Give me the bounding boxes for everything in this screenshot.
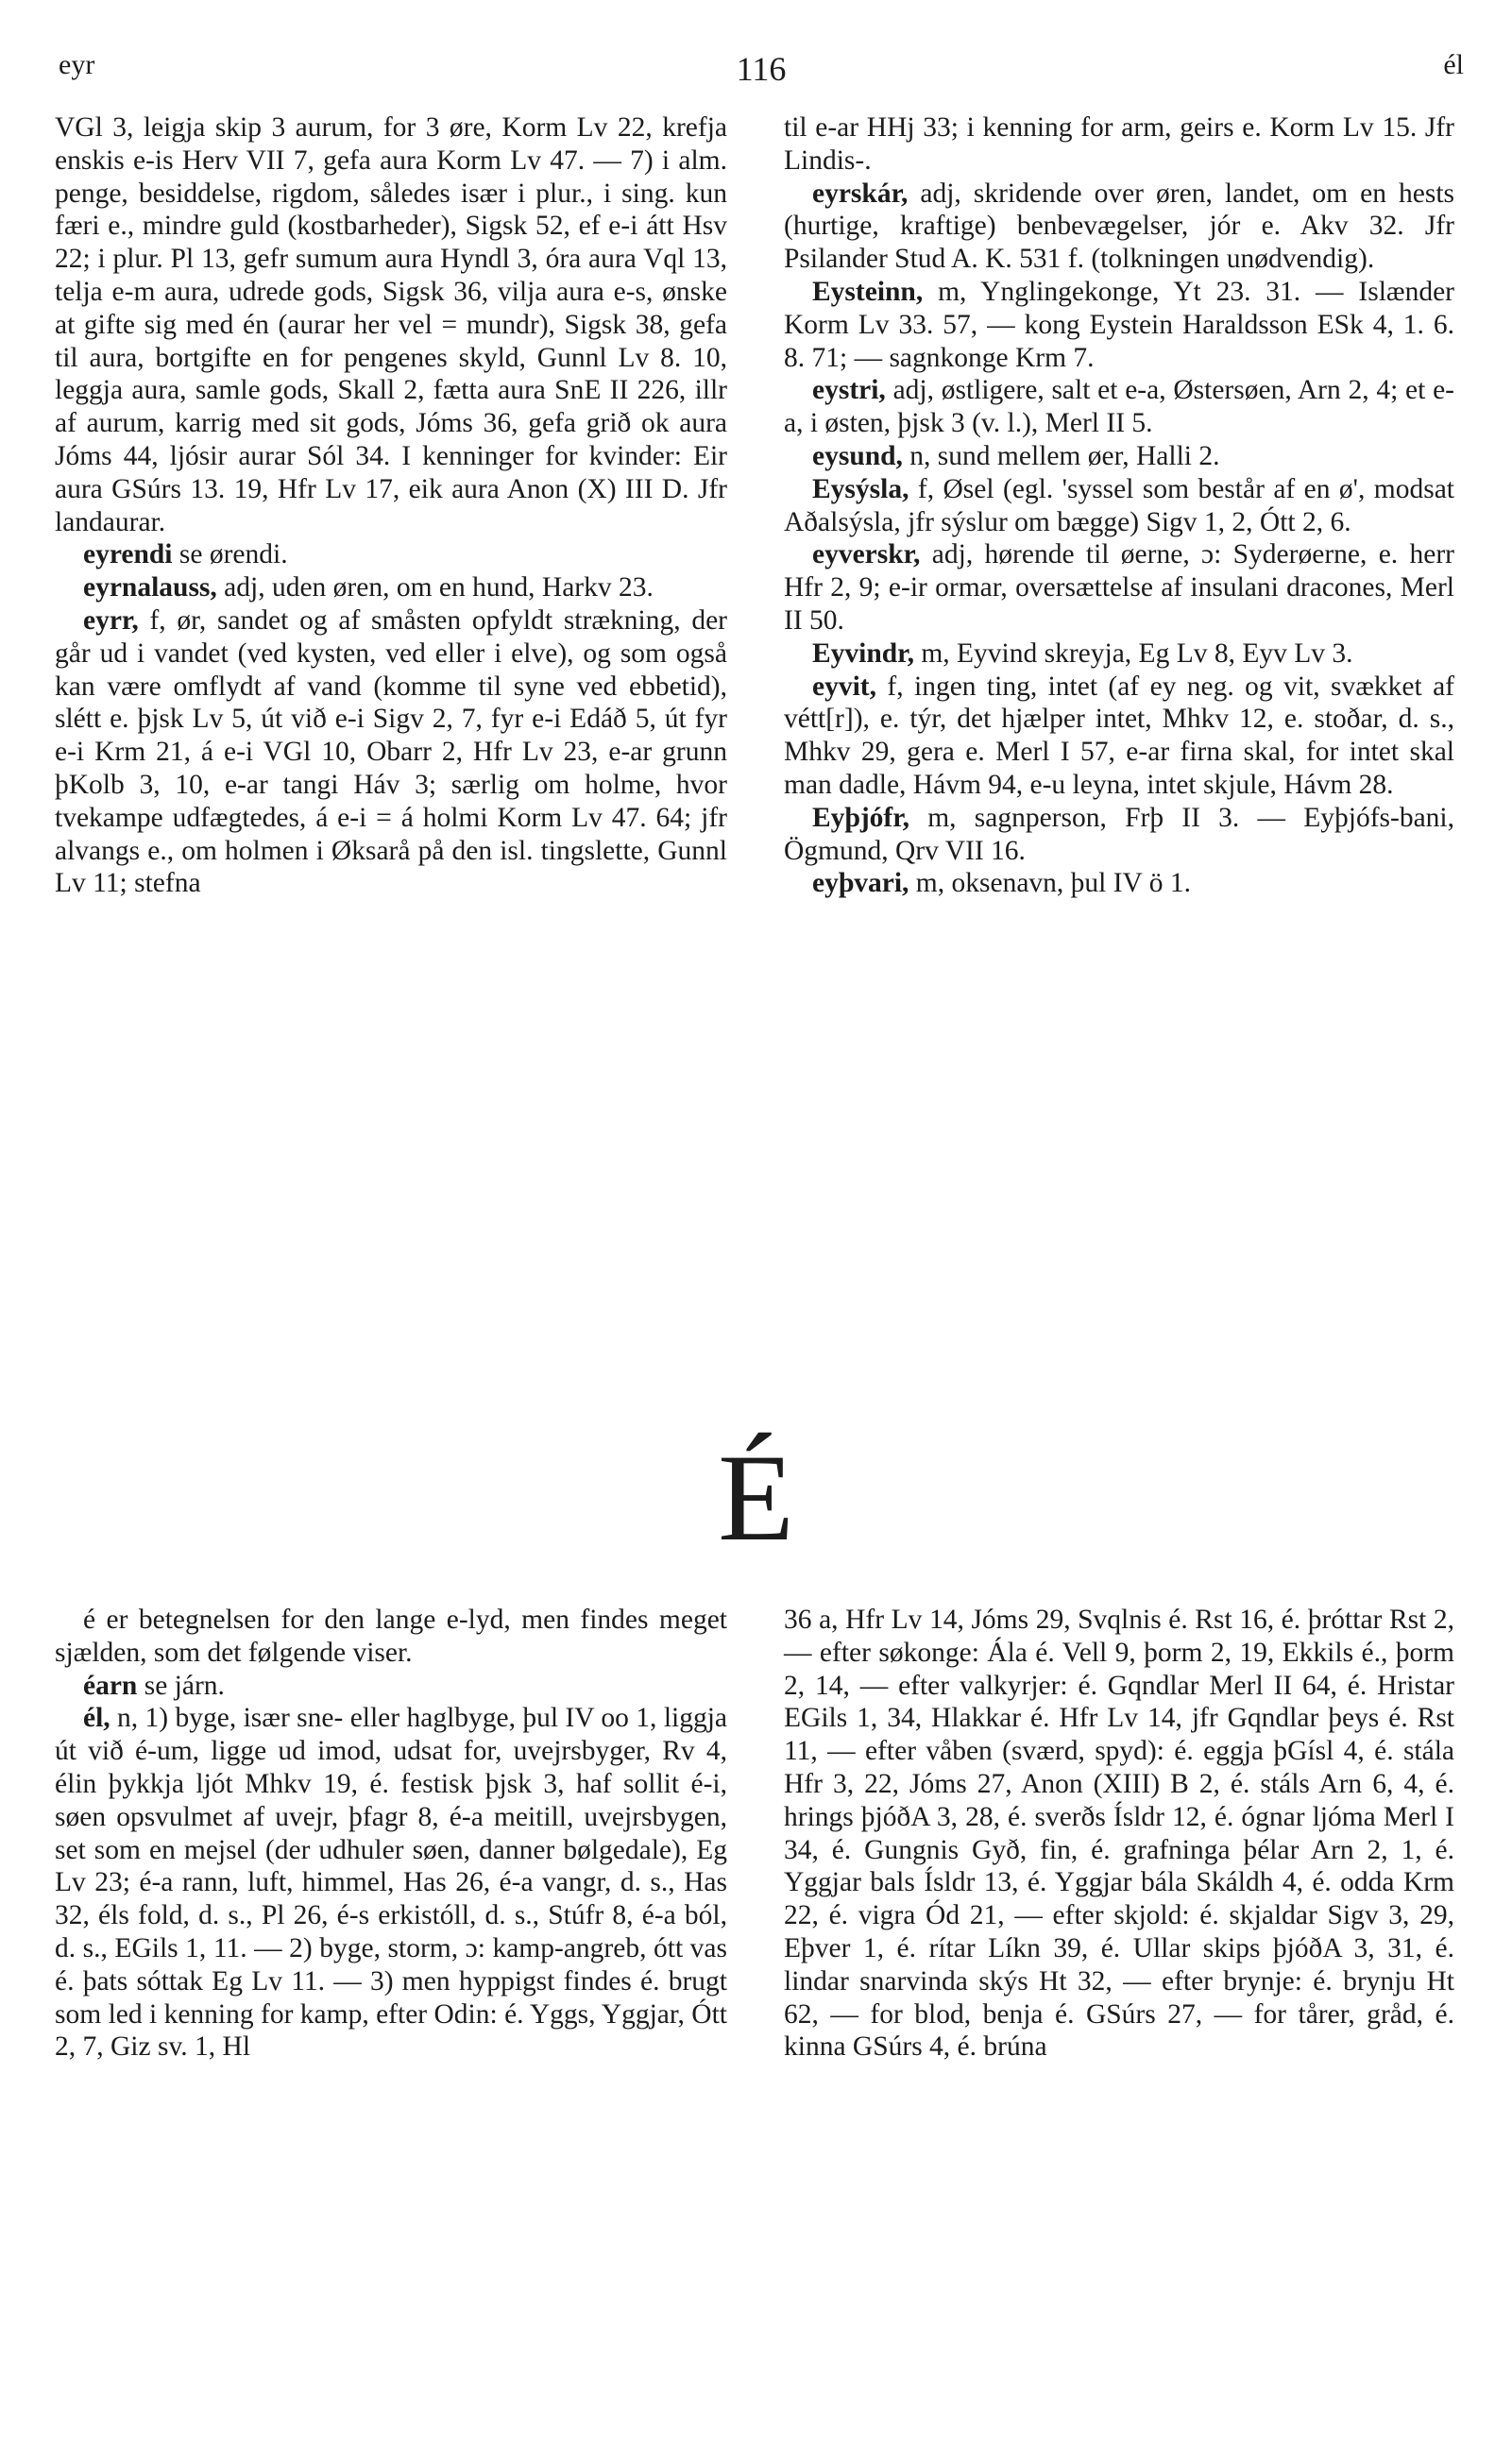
entry-headword: eysund, — [812, 440, 903, 471]
entry-text: se ørendi. — [172, 539, 288, 570]
entry-continuation — [55, 111, 727, 538]
entry-text: m, sagnperson, Frþ II 3. — Eyþjófs-bani, Ögmund, Qrv VII 16. — [784, 802, 1454, 866]
entry-text: adj, skridende over øren, landet, om en hests (hurtige, kraftige) benbevægelser, jór e. Akv 32. Jfr Psilander Stud A. K. 531 f. (tolkningen unødvendig). — [784, 178, 1454, 275]
bottom-right-column — [784, 1604, 1454, 2064]
dictionary-entry — [55, 571, 727, 604]
entry-text: f, ør, sandet og af småsten opfyldt strækning, der går ud i vandet (ved kysten, ved eller i elve), og som også kan være omflydt af vand (komme til syne ved ebbetid), slétt e. þjsk Lv 5, út við e-i Sigv 2, 7, fyr e-i Edáð 5, út fyr e-i Krm 21, á e-i VGl 10, Obarr 2, Hfr Lv 23, e-ar grunn þKolb 3, 10, e-ar tangi Háv 3; særlig om holme, hvor tvekampe udfægtedes, á e-i = á holmi Korm Lv 47. 64; jfr alvangs e., om holmen i Øksarå på den isl. tingslette, Gunnl Lv 11; stefna — [55, 604, 727, 899]
dictionary-entry — [784, 538, 1454, 637]
entry-text: til e-ar HHj 33; i kenning for arm, geirs e. Korm Lv 15. Jfr Lindis-. — [784, 112, 1454, 176]
dictionary-entry — [784, 440, 1454, 473]
section-letter: É — [718, 1428, 794, 1567]
page-header — [59, 49, 1464, 94]
entry-headword: eyrr, — [83, 604, 139, 636]
entry-text: f, ingen ting, intet (af ey neg. og vit, svækket af vétt[r]), e. týr, det hjælper intet, Mhkv 12, e. stoðar, d. s., Mhkv 29, gera e. Merl I 57, e-ar firna skal, for intet skal man dadle, Hávm 94, e-u leyna, intet skjule, Hávm 28. — [784, 671, 1454, 800]
dictionary-entry — [784, 178, 1454, 276]
entry-text: m, oksenavn, þul IV ö 1. — [909, 868, 1191, 899]
entry-headword: Eyþjófr, — [812, 802, 909, 833]
dictionary-entry — [784, 671, 1454, 802]
dictionary-entry — [55, 1702, 727, 2064]
entry-text: 36 a, Hfr Lv 14, Jóms 29, Svqlnis é. Rst 16, é. þróttar Rst 2, — efter søkonge: Ála é. Vell 9, þorm 2, 19, Ekkils é., þorm 2, 14, — efter valkyrjer: é. Gqndlar Merl II 64, é. Hristar EGils 1, 34, Hlakkar é. Hfr Lv 14, jfr Gqndlar þeys é. Rst 11, — efter våben (sværd, spyd): é. eggja þGísl 4, é. stála Hfr 3, 22, Jóms 27, Anon (XIII) B 2, é. stáls Arn 6, 4, é. hrings þjóðA 3, 28, é. sverðs Ísldr 12, é. ógnar ljóma Merl I 34, é. Gungnis Gyð, fin, é. grafninga þélar Arn 2, 1, é. Yggjar bals Ísldr 13, é. Yggjar bála Skáldh 4, é. odda Krm 22, é. vigra Ód 21, — efter skjold: é. skjaldar Sigv 3, 29, Eþver 1, é. rítar Líkn 39, é. Ullar skips þjóðA 3, 31, é. lindar snarvinda skýs Ht 32, — efter brynje: é. brynju Ht 62, — for blod, benja é. GSúrs 27, — for tårer, gråd, é. kinna GSúrs 4, é. brúna — [784, 1605, 1454, 2063]
dictionary-entry — [784, 867, 1454, 900]
entry-text: n, sund mellem øer, Halli 2. — [902, 440, 1220, 471]
dictionary-entry — [784, 276, 1454, 374]
entry-headword: eyverskr, — [812, 539, 921, 570]
top-left-column — [55, 111, 727, 900]
dictionary-entry — [55, 1604, 727, 1670]
entry-text: se járn. — [137, 1670, 225, 1701]
entry-headword: él, — [83, 1703, 110, 1734]
top-right-column — [784, 111, 1454, 900]
entry-text: m, Ynglingekonge, Yt 23. 31. — Islænder Korm Lv 33. 57, — kong Eystein Haraldsson ESk 4, 1. 6. 8. 71; — sagnkonge Krm 7. — [784, 276, 1454, 373]
entry-text: adj, hørende til øerne, ɔ: Syderøerne, e. herr Hfr 2, 9; e-ir ormar, oversættelse af insulani dracones, Merl II 50. — [784, 539, 1454, 636]
entry-headword: Eysteinn, — [812, 276, 924, 307]
entry-headword: eyrskár, — [812, 178, 909, 209]
entry-headword: éarn — [83, 1670, 138, 1701]
entry-text: m, Eyvind skreyja, Eg Lv 8, Eyv Lv 3. — [913, 637, 1353, 669]
entry-headword: eyvit, — [812, 671, 876, 702]
running-head-right: él — [1443, 49, 1464, 80]
entry-text: n, 1) byge, især sne- eller haglbyge, þul IV oo 1, liggja út við é-um, ligge ud imod, udsat for, uvejrsbyger, Rv 4, élin þykkja ljót Mhkv 19, é. festisk þjsk 3, haf sollit é-i, søen opsvulmet af uvejr, þfagr 8, é-a meitill, uvejrsbygen, set som en mejsel (der udhuler søen, danner bølgedale), Eg Lv 23; é-a rann, luft, himmel, Has 26, é-a vangr, d. s., Has 32, éls fold, d. s., Pl 26, é-s erkistóll, d. s., Stúfr 8, é-a ból, d. s., EGils 1, 11. — 2) byge, storm, ɔ: kamp-angreb, ótt vas é. þats sóttak Eg Lv 11. — 3) men hyppigst findes é. brugt som led i kenning for kamp, efter Odin: é. Yggs, Yggjar, Ótt 2, 7, Giz sv. 1, Hl — [55, 1703, 727, 2063]
entry-text: adj, østligere, salt et e-a, Østersøen, Arn 2, 4; et e-a, i østen, þjsk 3 (v. l.), Merl II 5. — [784, 375, 1454, 439]
entry-headword: eyrnalauss, — [83, 572, 217, 603]
entry-headword: Eyvindr, — [812, 637, 914, 669]
entry-continuation — [784, 1604, 1454, 2064]
dictionary-entry — [784, 637, 1454, 671]
dictionary-entry — [784, 374, 1454, 440]
dictionary-entry — [784, 802, 1454, 868]
entry-headword: Eysýsla, — [812, 473, 909, 504]
entry-text: VGl 3, leigja skip 3 aurum, for 3 øre, Korm Lv 22, krefja enskis e-is Herv VII 7, gefa aura Korm Lv 47. — 7) i alm. penge, besiddelse, rigdom, således især i plur., i sing. kun færi e., mindre guld (kostbarheder), Sigsk 52, ef e-i átt Hsv 22; i plur. Pl 13, gefr sumum aura Hyndl 3, óra aura Vql 13, telja e-m aura, udrede gods, Sigsk 36, vilja aura e-s, ønske at gifte sig med én (aurar her vel = mundr), Sigsk 38, gefa til aura, bortgifte en for pengenes skyld, Gunnl Lv 8. 10, leggja aura, samle gods, Skall 2, fætta aura SnE II 226, illr af aurum, karrig med sit gods, Jóms 36, gefa grið ok aura Jóms 44, ljósir aurar Sól 34. I kenninger for kvinder: Eir aura GSúrs 13. 19, Hfr Lv 17, eik aura Anon (X) III D. Jfr landaurar. — [55, 112, 727, 537]
entry-headword: eystri, — [812, 375, 886, 406]
dictionary-entry — [55, 1670, 727, 1703]
entry-text: adj, uden øren, om en hund, Harkv 23. — [216, 572, 654, 603]
entry-headword: eyþvari, — [812, 868, 909, 899]
dictionary-entry — [784, 473, 1454, 539]
entry-continuation — [784, 111, 1454, 178]
dictionary-entry — [55, 604, 727, 900]
page-number: 116 — [736, 50, 787, 88]
entry-headword: eyrendi — [83, 539, 173, 570]
entry-text: é er betegnelsen for den lange e-lyd, men findes meget sjælden, som det følgende viser. — [55, 1605, 727, 1668]
running-head-left: eyr — [59, 49, 95, 80]
dictionary-entry — [55, 538, 727, 571]
bottom-left-column — [55, 1604, 727, 2064]
entry-text: f, Øsel (egl. 'syssel som består af en ø', modsat Aðalsýsla, jfr sýslur om bægge) Sigv 1, 2, Ótt 2, 6. — [784, 473, 1454, 537]
